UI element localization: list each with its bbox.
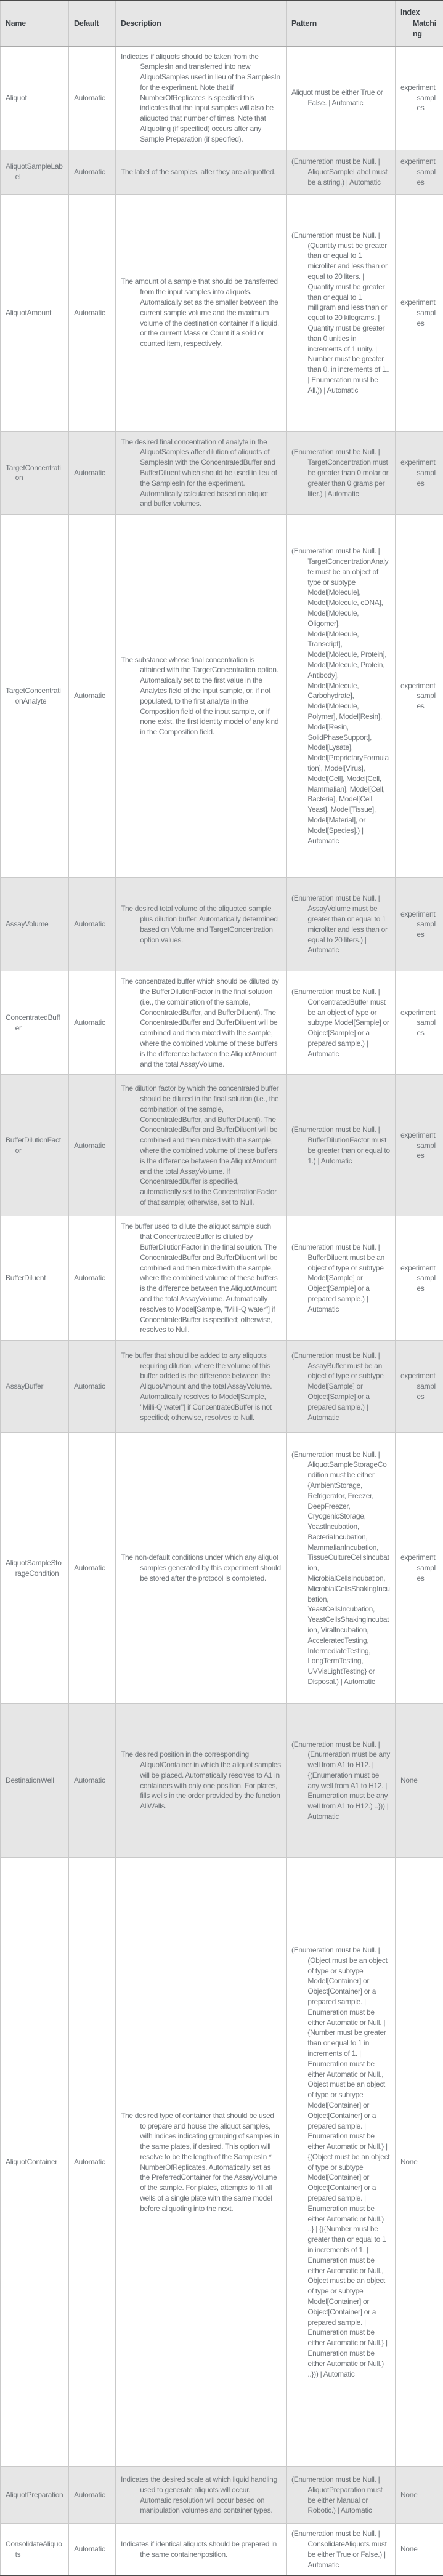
column-header-name [1,1,69,46]
column-header-default-label: Default [74,18,110,30]
column-header-name-label: Name [6,18,63,30]
option-name: AliquotContainer [6,2157,63,2167]
option-pattern: (Enumeration must be Null. | AssayVolume must be greater than or equal to 1 microliter and less than or equal to 20 liters.) | Automatic [291,893,390,955]
option-pattern: (Enumeration must be Null. | ConcentratedBuffer must be an object of type or subtype Model[Sample] or Object[Sample] or a prepared sample.) | Automatic [291,987,390,1059]
option-default-cell [69,1433,116,1704]
option-index-matching: experiment samples [400,457,438,488]
option-default-cell [69,1858,116,2467]
table-row-aliquotsamplelabel [1,150,443,194]
option-description-cell [116,1858,287,2467]
table-row-aliquotsamplestoragecondition [1,1433,443,1704]
option-index-matching-cell [396,1858,443,2467]
option-index-matching-cell [396,1433,443,1704]
option-name-cell [1,2467,69,2524]
option-name: DestinationWell [6,1775,63,1786]
option-index-matching-cell [396,431,443,515]
option-name-cell [1,2524,69,2576]
option-description-cell [116,971,287,1075]
option-default-cell [69,46,116,150]
option-index-matching-cell [396,1216,443,1341]
option-index-matching: None [400,1775,438,1786]
table-row-aliquotamount [1,194,443,431]
option-index-matching-cell [396,46,443,150]
option-default: Automatic [74,1273,110,1283]
option-default: Automatic [74,2490,110,2500]
option-index-matching: experiment samples [400,1371,438,1402]
option-description-cell [116,515,287,878]
option-index-matching: experiment samples [400,909,438,940]
option-description: The dilution factor by which the concentrated buffer should be diluted in the final solution (i.e., the combination of the sample, ConcentratedBuffer, and BufferDiluent). The ConcentratedBuffer and BufferDiluent will be combined and then mixed with the sample, where the combined volume of these buffers is the difference between the AliquotAmount and the total AssayVolume. If ConcentratedBuffer is specified, automatically set to the ConcentrationFactor of that sample; otherwise, set to Null. [121,1083,281,1208]
option-name: BufferDilutionFactor [6,1135,63,1156]
option-index-matching: experiment samples [400,1263,438,1294]
option-description-cell [116,194,287,431]
option-pattern: (Enumeration must be Null. | (Quantity must be greater than or equal to 1 microliter and less than or equal to 20 liters. | Quantity must be greater than or equal to 1 milligram and less than or equal to 20 kilograms. | Quantity must be greater than 0 unities in increments of 1 unity. | Number must be greater than 0. in increments of 1.. | Enumeration must be All.)) | Automatic [291,230,390,396]
option-default: Automatic [74,468,110,478]
option-pattern: (Enumeration must be Null. | AliquotSampleLabel must be a string.) | Automatic [291,156,390,187]
option-pattern: (Enumeration must be Null. | TargetConcentrationAnalyte must be an object of type or subtype Model[Molecule], Model[Molecule, cDNA], Model[Molecule, Oligomer], Model[Molecule, Transcript], Model[Molecule, Protein], Model[Molecule, Protein, Antibody], Model[Molecule, Carbohydrate], Model[Molecule, Polymer], Model[Resin], Model[Resin, SolidPhaseSupport], Model[Lysate], Model[ProprietaryFormulation], Model[Virus], Model[Cell], Model[Cell, Mammalian], Model[Cell, Bacteria], Model[Cell, Yeast], Model[Tissue], Model[Material], or Model[Species].) | Automatic [291,546,390,846]
option-index-matching: None [400,2544,438,2554]
column-header-pattern [287,1,396,46]
option-index-matching-cell [396,1704,443,1858]
column-header-index-matching-label: Index Matching [400,7,438,40]
option-default: Automatic [74,691,110,701]
table-row-aliquot [1,46,443,150]
table-row-consolidatealiquots [1,2524,443,2576]
option-default-cell [69,431,116,515]
table-row-assayvolume [1,878,443,971]
option-pattern-cell [287,150,396,194]
option-pattern: (Enumeration must be Null. | BufferDilutionFactor must be greater than or equal to 1.) | Automatic [291,1125,390,1166]
option-name: ConsolidateAliquots [6,2539,63,2560]
option-default-cell [69,515,116,878]
option-description: The desired position in the corresponding AliquotContainer in which the aliquot samples will be placed. Automatically resolves to A1 in containers with only one position. For plates, fills wells in the order provided by the function AllWells. [121,1749,281,1812]
column-header-index-matching [396,1,443,46]
option-description-cell [116,46,287,150]
option-default: Automatic [74,167,110,177]
option-index-matching-cell [396,515,443,878]
option-description-cell [116,1075,287,1216]
option-pattern-cell [287,1075,396,1216]
option-description: Indicates if aliquots should be taken from the SamplesIn and transferred into new AliquotSamples used in lieu of the SamplesIn for the experiment. Note that if NumberOfReplicates is specified this indicates that the input samples will also be aliquoted that number of times. Note that Aliquoting (if specified) occurs after any Sample Preparation (if specified). [121,52,281,145]
option-description: Indicates if identical aliquots should be prepared in the same container/position. [121,2539,281,2560]
option-index-matching: experiment samples [400,1552,438,1583]
option-index-matching: experiment samples [400,681,438,712]
option-name-cell [1,1858,69,2467]
option-pattern: (Enumeration must be Null. | TargetConcentration must be greater than 0 molar or greater than 0 grams per liter.) | Automatic [291,447,390,499]
option-index-matching: None [400,2490,438,2500]
option-pattern-cell [287,46,396,150]
option-name: AliquotSampleStorageCondition [6,1558,63,1579]
option-default: Automatic [74,2544,110,2554]
option-pattern: (Enumeration must be Null. | AssayBuffer must be an object of type or subtype Model[Sample] or Object[Sample] or a prepared sample.) | Automatic [291,1350,390,1423]
option-description: The non-default conditions under which any aliquot samples generated by this experiment should be stored after the protocol is completed. [121,1552,281,1583]
option-description-cell [116,878,287,971]
option-name: TargetConcentration [6,463,63,484]
option-description: The substance whose final concentration is attained with the TargetConcentration option. Automatically set to the first value in the Analytes field of the input sample, or, if not populated, to the first analyte in the Composition field of the input sample, or if none exist, the first identity model of any kind in the Composition field. [121,655,281,737]
option-index-matching: experiment samples [400,156,438,187]
column-header-pattern-label: Pattern [291,18,390,30]
option-pattern: (Enumeration must be Null. | BufferDiluent must be an object of type or subtype Model[Sample] or Object[Sample] or a prepared sample.) | Automatic [291,1242,390,1315]
option-pattern-cell [287,194,396,431]
table-row-targetconcentrationanalyte [1,515,443,878]
option-description: The desired total volume of the aliquoted sample plus dilution buffer. Automatically determined based on Volume and TargetConcentration option values. [121,904,281,945]
option-index-matching: experiment samples [400,297,438,328]
option-pattern-cell [287,1704,396,1858]
option-pattern: (Enumeration must be Null. | (Object must be an object of type or subtype Model[Container] or Object[Container] or a prepared sample. | Enumeration must be either Automatic or Null. | {Number must be greater than or equal to 1 in increments of 1. | Enumeration must be either Automatic or Null., Object must be an object of type or subtype Model[Container] or Object[Container] or a prepared sample. | Enumeration must be either Automatic or Null.} | {(Object must be an object of type or subtype Model[Container] or Object[Container] or a prepared sample. | Enumeration must be either Automatic or Null.) ..} | {({Number must be greater than or equal to 1 in increments of 1. | Enumeration must be either Automatic or Null., Object must be an object of type or subtype Model[Container] or Object[Container] or a prepared sample. | Enumeration must be either Automatic or Null.} | Enumeration must be either Automatic or Null.) ..})) | Automatic [291,1945,390,2379]
option-index-matching: experiment samples [400,82,438,113]
option-pattern-cell [287,971,396,1075]
option-name: AliquotAmount [6,308,63,318]
option-description-cell [116,2524,287,2576]
option-pattern-cell [287,2467,396,2524]
column-header-default [69,1,116,46]
option-description-cell [116,1704,287,1858]
option-pattern-cell [287,1216,396,1341]
option-name: AssayBuffer [6,1381,63,1392]
option-index-matching: experiment samples [400,1130,438,1161]
option-name-cell [1,194,69,431]
option-pattern: (Enumeration must be Null. | ConsolidateAliquots must be either True or False.) | Automatic [291,2529,390,2570]
option-default-cell [69,1704,116,1858]
option-pattern: (Enumeration must be Null. | (Enumeration must be any well from A1 to H12. | {(Enumeration must be any well from A1 to H12. | Enumeration must be any well from A1 to H12.) ..})) | Automatic [291,1739,390,1822]
option-default: Automatic [74,2157,110,2167]
option-description: The concentrated buffer which should be diluted by the BufferDilutionFactor in the final solution (i.e., the combination of the sample, ConcentratedBuffer, and BufferDiluent). The ConcentratedBuffer and BufferDiluent will be combined and then mixed with the sample, where the combined volume of these buffers is the difference between the AliquotAmount and the total AssayVolume. [121,976,281,1069]
option-index-matching-cell [396,1341,443,1433]
option-index-matching-cell [396,971,443,1075]
option-default-cell [69,1216,116,1341]
table-row-destinationwell [1,1704,443,1858]
option-description-cell [116,1216,287,1341]
option-index-matching-cell [396,1075,443,1216]
option-description: The buffer used to dilute the aliquot sample such that ConcentratedBuffer is diluted by BufferDilutionFactor in the final solution. The ConcentratedBuffer and BufferDiluent will be combined and then mixed with the sample, where the combined volume of these buffers is the difference between the AliquotAmount and the total AssayVolume. Automatically resolves to Model[Sample, "Milli-Q water"] if ConcentratedBuffer is specified; otherwise, resolves to Null. [121,1221,281,1335]
option-default-cell [69,1341,116,1433]
option-pattern: (Enumeration must be Null. | AliquotSampleStorageCondition must be either {AmbientStorage, Refrigerator, Freezer, DeepFreezer, CryogenicStorage, YeastIncubation, BacteriaIncubation, MammalianIncubation, TissueCultureCellsIncubation, MicrobialCellsIncubation, MicrobialCellsShakingIncubation, YeastCellsIncubation, YeastCellsShakingIncubation, ViralIncubation, AcceleratedTesting, IntermediateTesting, LongTermTesting, UVVisLightTesting} or Disposal.) | Automatic [291,1450,390,1687]
option-description-cell [116,431,287,515]
header-row [1,1,443,46]
option-default: Automatic [74,1775,110,1786]
table-row-aliquotpreparation [1,2467,443,2524]
option-default: Automatic [74,1381,110,1392]
option-name-cell [1,46,69,150]
option-default-cell [69,2467,116,2524]
option-description: Indicates the desired scale at which liquid handling used to generate aliquots will occur. Automatic resolution will occur based on manipulation volumes and container types. [121,2474,281,2516]
option-index-matching-cell [396,150,443,194]
option-index-matching: None [400,2157,438,2167]
option-description-cell [116,1433,287,1704]
option-index-matching-cell [396,878,443,971]
option-index-matching-cell [396,2524,443,2576]
table-row-bufferdilutionfactor [1,1075,443,1216]
option-description-cell [116,2467,287,2524]
option-name: Aliquot [6,93,63,103]
option-pattern-cell [287,1858,396,2467]
option-default-cell [69,971,116,1075]
option-name-cell [1,431,69,515]
option-pattern-cell [287,1341,396,1433]
option-pattern-cell [287,431,396,515]
option-description-cell [116,1341,287,1433]
option-name-cell [1,1075,69,1216]
option-name-cell [1,971,69,1075]
option-description: The desired type of container that should be used to prepare and house the aliquot samples, with indices indicating grouping of samples in the same plates, if desired. This option will resolve to be the length of the SamplesIn * NumberOfReplicates. Automatically set as the PreferredContainer for the AssayVolume of the sample. For plates, attempts to fill all wells of a single plate with the same model before aliquoting into the next. [121,2111,281,2214]
table-row-bufferdiluent [1,1216,443,1341]
option-name: TargetConcentrationAnalyte [6,686,63,707]
table-row-aliquotcontainer [1,1858,443,2467]
option-description-cell [116,150,287,194]
option-pattern: Aliquot must be either True or False. | Automatic [291,87,390,108]
option-default: Automatic [74,919,110,929]
option-description: The amount of a sample that should be transferred from the input samples into aliquots. Automatically set as the smaller between the current sample volume and the maximum volume of the destination container if a liquid, or the current Mass or Count if a solid or counted item, respectively. [121,276,281,349]
option-name: ConcentratedBuffer [6,1013,63,1033]
option-name-cell [1,1433,69,1704]
option-name-cell [1,1704,69,1858]
column-header-description [116,1,287,46]
option-name-cell [1,1216,69,1341]
option-pattern: (Enumeration must be Null. | AliquotPreparation must be either Manual or Robotic.) | Automatic [291,2474,390,2516]
table-row-targetconcentration [1,431,443,515]
option-index-matching-cell [396,2467,443,2524]
option-name: AssayVolume [6,919,63,929]
option-pattern-cell [287,515,396,878]
option-default-cell [69,194,116,431]
option-default: Automatic [74,308,110,318]
option-name-cell [1,878,69,971]
option-pattern-cell [287,2524,396,2576]
option-name: AliquotPreparation [6,2490,63,2500]
option-name-cell [1,150,69,194]
option-pattern-cell [287,878,396,971]
option-default-cell [69,150,116,194]
option-description: The desired final concentration of analyte in the AliquotSamples after dilution of aliquots of SamplesIn with the ConcentratedBuffer and BufferDiluent which should be used in lieu of the SamplesIn for the experiment. Automatically calculated based on aliquot and buffer volumes. [121,437,281,510]
option-index-matching-cell [396,194,443,431]
option-default-cell [69,878,116,971]
table-row-concentratedbuffer [1,971,443,1075]
option-description: The label of the samples, after they are aliquotted. [121,167,281,177]
option-default: Automatic [74,1141,110,1151]
option-index-matching: experiment samples [400,1008,438,1038]
option-default-cell [69,1075,116,1216]
option-default: Automatic [74,1563,110,1573]
option-default-cell [69,2524,116,2576]
option-default: Automatic [74,1017,110,1028]
option-name: BufferDiluent [6,1273,63,1283]
option-name-cell [1,1341,69,1433]
column-header-description-label: Description [121,18,281,30]
option-default: Automatic [74,93,110,103]
option-name: AliquotSampleLabel [6,161,63,182]
table-row-assaybuffer [1,1341,443,1433]
option-description: The buffer that should be added to any aliquots requiring dilution, where the volume of this buffer added is the difference between the AliquotAmount and the total AssayVolume. Automatically resolves to Model[Sample, "Milli-Q water"] if ConcentratedBuffer is not specified; otherwise, resolves to Null. [121,1350,281,1423]
option-pattern-cell [287,1433,396,1704]
option-name-cell [1,515,69,878]
